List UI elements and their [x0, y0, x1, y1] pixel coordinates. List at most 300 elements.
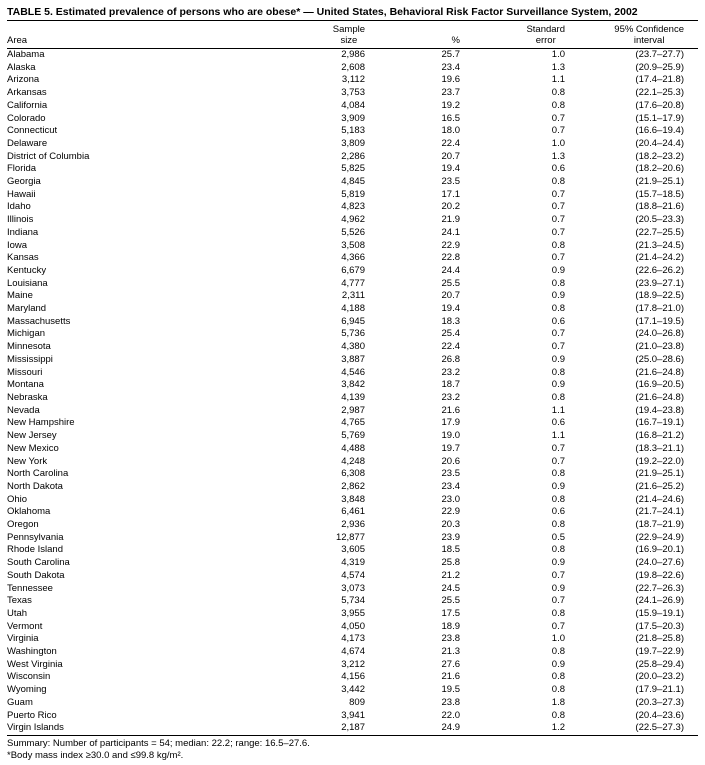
confidence-interval-cell: (21.7–24.1) [635, 506, 684, 518]
sample-size-cell: 3,809 [341, 137, 365, 149]
sample-size-cell: 4,248 [341, 455, 365, 467]
sample-size-cell: 809 [349, 696, 365, 708]
confidence-interval-cell: (16.6–19.4) [635, 125, 684, 137]
percent-cell: 20.2 [441, 201, 460, 213]
table-row [7, 443, 698, 456]
area-cell: Pennsylvania [7, 531, 64, 543]
col-header-se-line2: error [535, 35, 556, 46]
standard-error-cell: 0.8 [551, 468, 565, 480]
percent-cell: 21.6 [441, 404, 460, 416]
standard-error-cell: 1.2 [460, 722, 565, 735]
table-row [7, 633, 698, 646]
table-row [7, 519, 698, 532]
area-cell: Missouri [7, 366, 43, 378]
standard-error-cell: 0.9 [551, 264, 565, 276]
sample-size-cell: 3,955 [341, 607, 365, 619]
percent-cell: 24.4 [441, 264, 460, 276]
confidence-interval-cell: (21.0–23.8) [635, 341, 684, 353]
sample-size-cell: 3,508 [341, 239, 365, 251]
standard-error-cell: 0.8 [551, 303, 565, 315]
percent-cell: 23.9 [441, 531, 460, 543]
percent-cell: 27.6 [441, 658, 460, 670]
confidence-interval-cell: (24.0–27.6) [635, 557, 684, 569]
percent-cell: 23.5 [441, 468, 460, 480]
confidence-interval-cell: (22.6–26.2) [635, 264, 684, 276]
percent-cell: 19.2 [441, 99, 460, 111]
area-cell: Nebraska [7, 391, 48, 403]
table-row [7, 506, 698, 519]
standard-error-cell: 0.8 [551, 544, 565, 556]
table-row [7, 74, 698, 87]
percent-cell: 25.5 [441, 595, 460, 607]
col-header-ci-line2: interval [633, 35, 665, 46]
percent-cell: 21.9 [441, 214, 460, 226]
table-row [7, 684, 698, 697]
standard-error-cell: 1.3 [551, 150, 565, 162]
sample-size-cell: 5,825 [341, 163, 365, 175]
confidence-interval-cell: (24.1–26.9) [635, 595, 684, 607]
confidence-interval-cell: (22.7–26.3) [635, 582, 684, 594]
area-cell: Utah [7, 607, 28, 619]
confidence-interval-cell: (20.0–23.2) [635, 671, 684, 683]
area-cell: Delaware [7, 137, 48, 149]
confidence-interval-cell: (19.7–22.9) [635, 646, 684, 658]
area-cell: Connecticut [7, 125, 58, 137]
footnotes [7, 736, 698, 762]
percent-cell: 18.3 [441, 315, 460, 327]
percent-cell: 20.7 [441, 290, 460, 302]
percent-cell: 18.9 [441, 620, 460, 632]
area-cell: New Hampshire [7, 417, 75, 429]
area-cell: Minnesota [7, 341, 51, 353]
sample-size-cell: 3,112 [341, 74, 365, 86]
confidence-interval-cell: (17.4–21.8) [635, 74, 684, 86]
standard-error-cell: 0.8 [551, 671, 565, 683]
area-cell: Colorado [7, 112, 46, 124]
standard-error-cell: 0.8 [551, 519, 565, 531]
area-cell: Virgin Islands [7, 722, 307, 735]
percent-cell: 25.8 [441, 557, 460, 569]
table-row [7, 214, 698, 227]
standard-error-cell: 0.8 [551, 391, 565, 403]
percent-cell: 24.1 [441, 226, 460, 238]
table-row [7, 278, 698, 291]
standard-error-cell: 0.8 [551, 646, 565, 658]
table-row [7, 367, 698, 380]
table-row [7, 583, 698, 596]
sample-size-cell: 4,777 [341, 277, 365, 289]
percent-cell: 19.4 [441, 163, 460, 175]
table-row [7, 189, 698, 202]
area-cell: Maryland [7, 303, 47, 315]
standard-error-cell: 0.8 [551, 176, 565, 188]
sample-size-cell: 2,862 [341, 480, 365, 492]
table-row [7, 252, 698, 265]
confidence-interval-cell: (20.3–27.3) [635, 696, 684, 708]
sample-size-cell: 2,286 [341, 150, 365, 162]
percent-cell: 22.4 [441, 137, 460, 149]
col-header-percent [365, 21, 460, 49]
confidence-interval-cell: (23.7–27.7) [635, 49, 684, 60]
area-cell: Georgia [7, 176, 41, 188]
percent-cell: 20.3 [441, 519, 460, 531]
col-header-area [7, 21, 307, 49]
confidence-interval-cell: (22.1–25.3) [635, 87, 684, 99]
percent-cell: 25.7 [441, 49, 460, 60]
table-row [7, 227, 698, 240]
percent-cell: 23.2 [441, 366, 460, 378]
standard-error-cell: 0.7 [551, 226, 565, 238]
table-row [7, 354, 698, 367]
area-cell: Puerto Rico [7, 709, 57, 721]
sample-size-cell: 4,366 [341, 252, 365, 264]
confidence-interval-cell: (17.5–20.3) [635, 620, 684, 632]
table-row [7, 417, 698, 430]
standard-error-cell: 1.0 [551, 633, 565, 645]
standard-error-cell: 0.9 [551, 658, 565, 670]
table-row [7, 176, 698, 189]
percent-cell: 25.4 [441, 328, 460, 340]
table-row [7, 290, 698, 303]
percent-cell: 23.8 [441, 633, 460, 645]
table-row [7, 646, 698, 659]
sample-size-cell: 6,308 [341, 468, 365, 480]
table-row [7, 405, 698, 418]
table-row [7, 201, 698, 214]
standard-error-cell: 0.7 [551, 442, 565, 454]
area-cell: Alabama [7, 49, 45, 60]
sample-size-cell: 2,187 [307, 722, 365, 735]
col-header-sample-line1: Sample [332, 24, 365, 35]
sample-size-cell: 4,962 [341, 214, 365, 226]
percent-cell: 22.9 [441, 239, 460, 251]
sample-size-cell: 4,845 [341, 176, 365, 188]
percent-cell: 26.8 [441, 353, 460, 365]
table-row [7, 328, 698, 341]
sample-size-cell: 4,156 [341, 671, 365, 683]
standard-error-cell: 0.8 [551, 277, 565, 289]
confidence-interval-cell: (20.5–23.3) [635, 214, 684, 226]
area-cell: New Mexico [7, 442, 59, 454]
table-row [7, 49, 698, 62]
percent-cell: 19.6 [441, 74, 460, 86]
area-cell: Michigan [7, 328, 46, 340]
table-row [7, 494, 698, 507]
percent-cell: 23.4 [441, 61, 460, 73]
standard-error-cell: 0.6 [551, 506, 565, 518]
sample-size-cell: 2,311 [341, 290, 365, 302]
sample-size-cell: 6,945 [341, 315, 365, 327]
area-cell: Oregon [7, 519, 39, 531]
confidence-interval-cell: (15.1–17.9) [635, 112, 684, 124]
area-cell: Alaska [7, 61, 36, 73]
table-row [7, 621, 698, 634]
percent-cell: 17.5 [441, 607, 460, 619]
area-cell: Rhode Island [7, 544, 63, 556]
table-row [7, 240, 698, 253]
percent-cell: 22.9 [441, 506, 460, 518]
standard-error-cell: 0.7 [551, 328, 565, 340]
area-cell: Kansas [7, 252, 39, 264]
percent-cell: 16.5 [441, 112, 460, 124]
standard-error-cell: 0.9 [551, 379, 565, 391]
confidence-interval-cell: (20.4–24.4) [635, 137, 684, 149]
percent-cell: 24.9 [365, 722, 460, 735]
standard-error-cell: 0.8 [551, 607, 565, 619]
confidence-interval-cell: (21.9–25.1) [635, 468, 684, 480]
standard-error-cell: 0.7 [551, 341, 565, 353]
confidence-interval-cell: (17.9–21.1) [635, 684, 684, 696]
area-cell: Massachusetts [7, 315, 71, 327]
standard-error-cell: 0.9 [551, 582, 565, 594]
area-cell: New Jersey [7, 430, 57, 442]
table-row [7, 468, 698, 481]
confidence-interval-cell: (17.1–19.5) [635, 315, 684, 327]
sample-size-cell: 3,909 [341, 112, 365, 124]
standard-error-cell: 0.6 [551, 163, 565, 175]
confidence-interval-cell: (21.6–25.2) [635, 480, 684, 492]
area-cell: Vermont [7, 620, 43, 632]
area-cell: Washington [7, 646, 57, 658]
percent-cell: 21.6 [441, 671, 460, 683]
header-row [7, 21, 698, 49]
area-cell: Tennessee [7, 582, 53, 594]
table-row [7, 697, 698, 710]
area-cell: Iowa [7, 239, 28, 251]
sample-size-cell: 5,769 [341, 430, 365, 442]
area-cell: Indiana [7, 226, 39, 238]
sample-size-cell: 2,987 [341, 404, 365, 416]
confidence-interval-cell: (21.9–25.1) [635, 176, 684, 188]
col-header-standard-error [460, 21, 565, 49]
percent-cell: 24.5 [441, 582, 460, 594]
standard-error-cell: 1.3 [551, 61, 565, 73]
confidence-interval-cell: (21.8–25.8) [635, 633, 684, 645]
confidence-interval-cell: (15.7–18.5) [635, 188, 684, 200]
standard-error-cell: 0.9 [551, 290, 565, 302]
sample-size-cell: 4,173 [341, 633, 365, 645]
summary-footnote: Summary: Number of participants = 54; median: 22.2; range: 16.5–27.6. [7, 737, 310, 749]
area-cell: Louisiana [7, 277, 48, 289]
table-row [7, 265, 698, 278]
standard-error-cell: 0.8 [551, 366, 565, 378]
area-cell: California [7, 99, 48, 111]
standard-error-cell: 0.7 [551, 112, 565, 124]
confidence-interval-cell: (15.9–19.1) [635, 607, 684, 619]
sample-size-cell: 5,526 [341, 226, 365, 238]
confidence-interval-cell: (21.6–24.8) [635, 391, 684, 403]
standard-error-cell: 0.8 [551, 493, 565, 505]
percent-cell: 23.2 [441, 391, 460, 403]
prevalence-table [7, 21, 698, 736]
table-row [7, 163, 698, 176]
standard-error-cell: 0.8 [551, 239, 565, 251]
sample-size-cell: 12,877 [335, 531, 365, 543]
table-row [7, 557, 698, 570]
percent-cell: 19.0 [441, 430, 460, 442]
area-cell: Wyoming [7, 684, 47, 696]
area-cell: Ohio [7, 493, 28, 505]
standard-error-cell: 0.9 [551, 480, 565, 492]
table-row [7, 125, 698, 138]
percent-cell: 23.8 [441, 696, 460, 708]
percent-cell: 18.0 [441, 125, 460, 137]
table-row [7, 532, 698, 545]
sample-size-cell: 4,488 [341, 442, 365, 454]
table-row [7, 87, 698, 100]
confidence-interval-cell: (22.9–24.9) [635, 531, 684, 543]
standard-error-cell: 0.9 [551, 557, 565, 569]
sample-size-cell: 2,936 [341, 519, 365, 531]
table-row [7, 62, 698, 75]
table-row [7, 392, 698, 405]
sample-size-cell: 3,212 [341, 658, 365, 670]
sample-size-cell: 5,734 [341, 595, 365, 607]
area-cell: Idaho [7, 201, 31, 213]
sample-size-cell: 5,736 [341, 328, 365, 340]
standard-error-cell: 0.7 [551, 595, 565, 607]
confidence-interval-cell: (25.0–28.6) [635, 353, 684, 365]
area-cell: Florida [7, 163, 37, 175]
col-header-percent-label: % [451, 35, 460, 46]
table-row [7, 595, 698, 608]
standard-error-cell: 1.1 [551, 404, 565, 416]
percent-cell: 25.5 [441, 277, 460, 289]
confidence-interval-cell: (16.9–20.5) [635, 379, 684, 391]
sample-size-cell: 6,461 [341, 506, 365, 518]
table-row [7, 722, 698, 735]
confidence-interval-cell: (21.6–24.8) [635, 366, 684, 378]
standard-error-cell: 0.7 [551, 455, 565, 467]
sample-size-cell: 3,941 [341, 709, 365, 721]
percent-cell: 21.2 [441, 569, 460, 581]
table-row [7, 710, 698, 723]
sample-size-cell: 4,139 [341, 391, 365, 403]
area-cell: Nevada [7, 404, 40, 416]
standard-error-cell: 0.6 [551, 315, 565, 327]
percent-cell: 22.8 [441, 252, 460, 264]
percent-cell: 23.0 [441, 493, 460, 505]
area-cell: Arkansas [7, 87, 47, 99]
area-cell: South Carolina [7, 557, 70, 569]
area-cell: Montana [7, 379, 44, 391]
sample-size-cell: 3,442 [341, 684, 365, 696]
table-row [7, 671, 698, 684]
sample-size-cell: 4,765 [341, 417, 365, 429]
confidence-interval-cell: (21.4–24.2) [635, 252, 684, 264]
sample-size-cell: 3,842 [341, 379, 365, 391]
area-cell: North Dakota [7, 480, 63, 492]
sample-size-cell: 4,050 [341, 620, 365, 632]
area-cell: Guam [7, 696, 33, 708]
table-row [7, 303, 698, 316]
confidence-interval-cell: (21.4–24.6) [635, 493, 684, 505]
confidence-interval-cell: (22.7–25.5) [635, 226, 684, 238]
table-row [7, 379, 698, 392]
table-row [7, 481, 698, 494]
area-cell: Hawaii [7, 188, 36, 200]
area-cell: Wisconsin [7, 671, 51, 683]
percent-cell: 21.3 [441, 646, 460, 658]
standard-error-cell: 0.8 [551, 87, 565, 99]
standard-error-cell: 0.7 [551, 201, 565, 213]
percent-cell: 22.0 [441, 709, 460, 721]
area-cell: Arizona [7, 74, 40, 86]
confidence-interval-cell: (16.8–21.2) [635, 430, 684, 442]
sample-size-cell: 3,887 [341, 353, 365, 365]
table-row [7, 151, 698, 164]
col-header-se-line1: Standard [526, 24, 565, 35]
col-header-confidence-interval [565, 21, 698, 49]
sample-size-cell: 4,319 [341, 557, 365, 569]
percent-cell: 18.5 [441, 544, 460, 556]
confidence-interval-cell: (18.9–22.5) [635, 290, 684, 302]
col-header-ci-line1: 95% Confidence [614, 24, 684, 35]
standard-error-cell: 0.6 [551, 417, 565, 429]
area-cell: South Dakota [7, 569, 65, 581]
sample-size-cell: 2,986 [341, 49, 365, 60]
standard-error-cell: 1.0 [551, 137, 565, 149]
standard-error-cell: 0.7 [551, 620, 565, 632]
sample-size-cell: 4,574 [341, 569, 365, 581]
percent-cell: 19.4 [441, 303, 460, 315]
percent-cell: 19.7 [441, 442, 460, 454]
percent-cell: 17.1 [441, 188, 460, 200]
percent-cell: 23.4 [441, 480, 460, 492]
table-body [7, 49, 698, 736]
confidence-interval-cell: (20.9–25.9) [635, 61, 684, 73]
standard-error-cell: 0.8 [551, 709, 565, 721]
col-header-sample-line2: size [340, 35, 358, 46]
confidence-interval-cell: (21.3–24.5) [635, 239, 684, 251]
confidence-interval-cell: (17.8–21.0) [635, 303, 684, 315]
area-cell: Texas [7, 595, 32, 607]
percent-cell: 20.7 [441, 150, 460, 162]
col-header-sample-size [307, 21, 365, 49]
sample-size-cell: 3,848 [341, 493, 365, 505]
table-row [7, 113, 698, 126]
sample-size-cell: 4,084 [341, 99, 365, 111]
sample-size-cell: 3,753 [341, 87, 365, 99]
standard-error-cell: 0.7 [551, 214, 565, 226]
table-row [7, 430, 698, 443]
percent-cell: 23.5 [441, 176, 460, 188]
table-row [7, 570, 698, 583]
standard-error-cell: 1.1 [551, 74, 565, 86]
standard-error-cell: 0.7 [551, 188, 565, 200]
confidence-interval-cell: (17.6–20.8) [635, 99, 684, 111]
confidence-interval-cell: (18.2–23.2) [635, 150, 684, 162]
standard-error-cell: 1.1 [551, 430, 565, 442]
confidence-interval-cell: (16.9–20.1) [635, 544, 684, 556]
area-cell: New York [7, 455, 48, 467]
table-row [7, 608, 698, 621]
sample-size-cell: 4,674 [341, 646, 365, 658]
confidence-interval-cell: (20.4–23.6) [635, 709, 684, 721]
confidence-interval-cell: (19.4–23.8) [635, 404, 684, 416]
percent-cell: 23.7 [441, 87, 460, 99]
sample-size-cell: 4,546 [341, 366, 365, 378]
standard-error-cell: 0.7 [551, 569, 565, 581]
standard-error-cell: 0.7 [551, 125, 565, 137]
sample-size-cell: 2,608 [341, 61, 365, 73]
area-cell: Virginia [7, 633, 39, 645]
standard-error-cell: 0.9 [551, 353, 565, 365]
standard-error-cell: 1.0 [551, 49, 565, 60]
area-cell: West Virginia [7, 658, 63, 670]
area-cell: Illinois [7, 214, 34, 226]
col-header-area-label: Area [7, 35, 28, 46]
